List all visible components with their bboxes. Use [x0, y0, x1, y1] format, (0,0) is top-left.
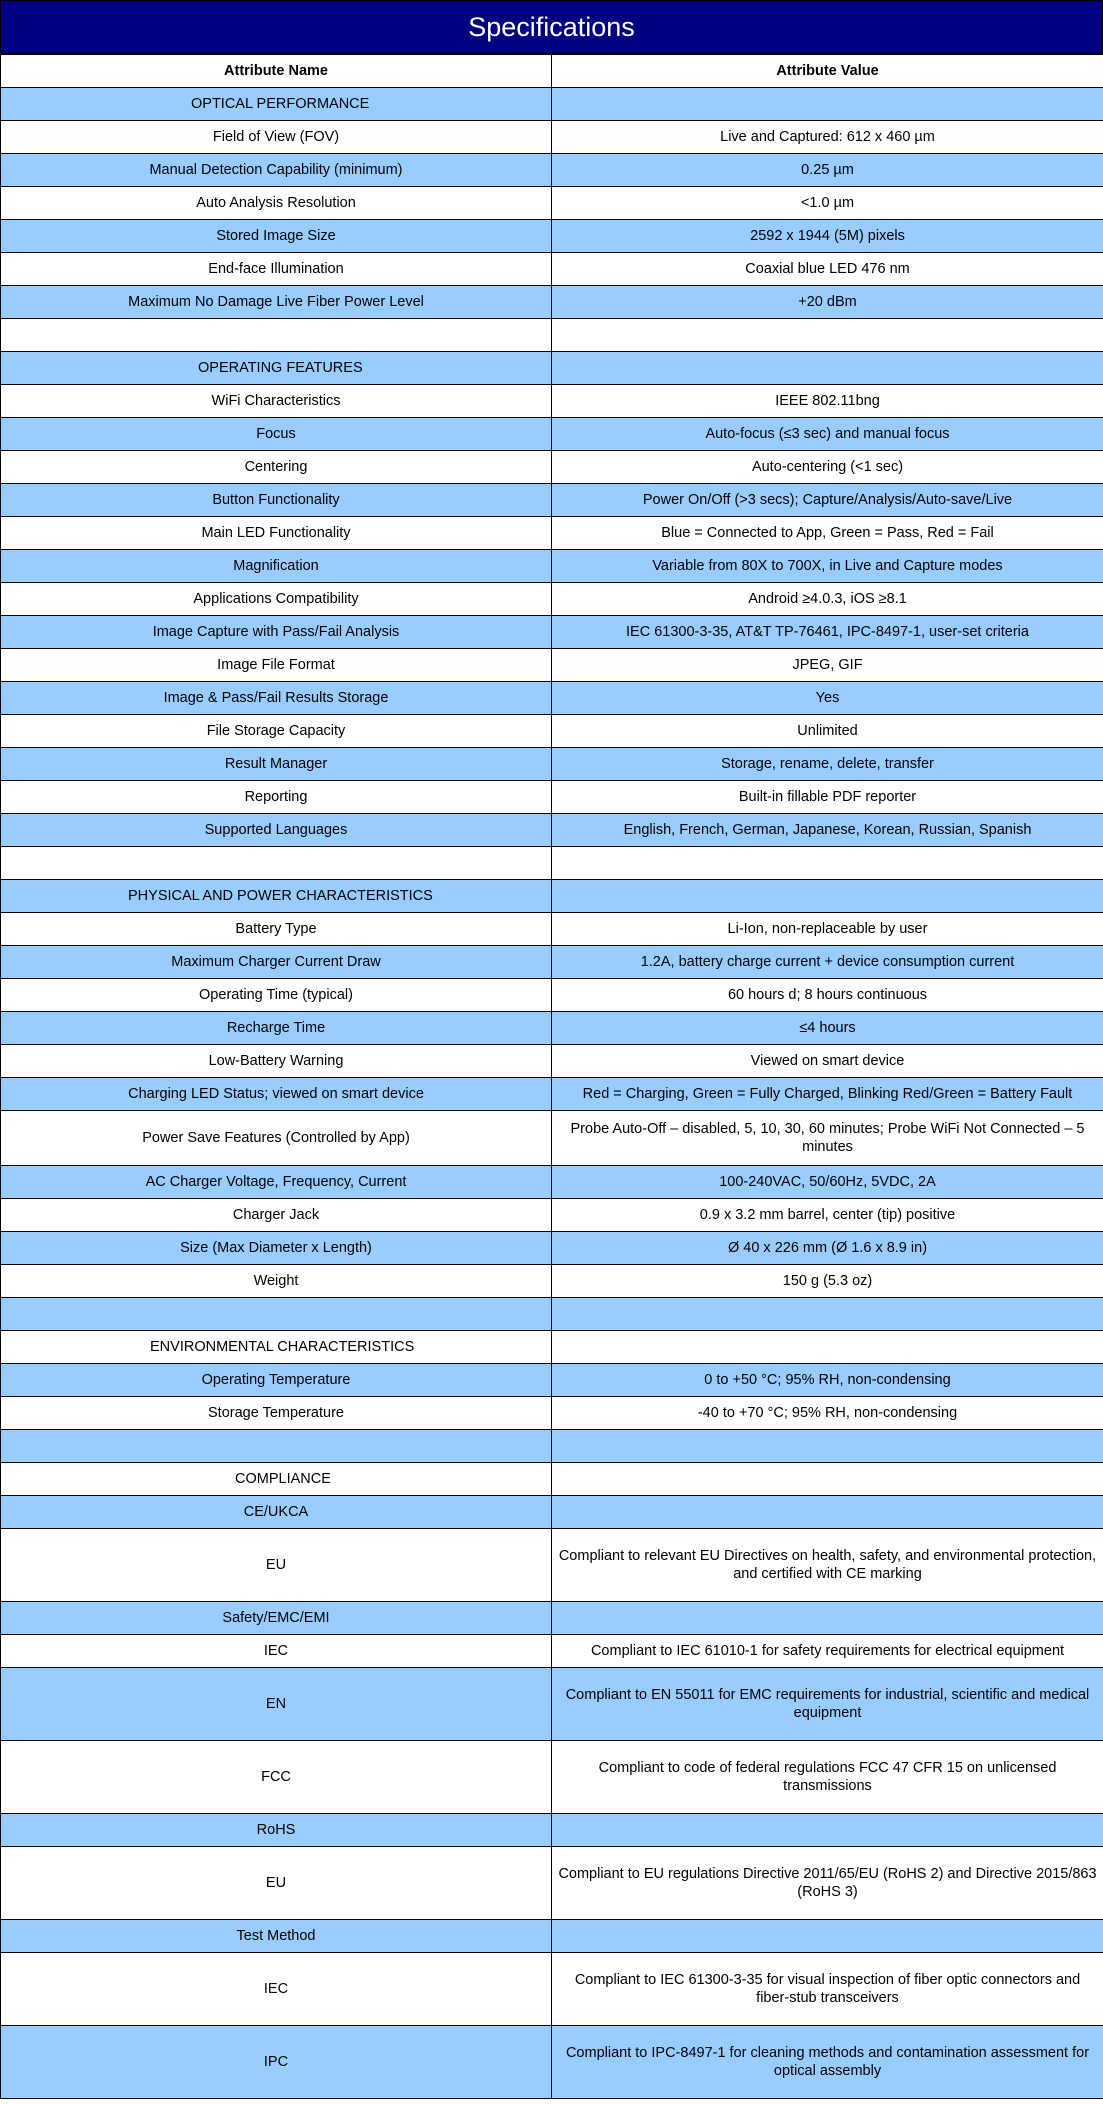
attribute-name-cell: Auto Analysis Resolution [1, 187, 552, 220]
table-row [1, 1668, 1103, 1741]
attribute-value-cell: Compliant to EN 55011 for EMC requirements for industrial, scientific and medical equipment [552, 1668, 1103, 1741]
table-row [1, 583, 1103, 616]
attribute-value-cell: Compliant to relevant EU Directives on health, safety, and environmental protection, and certified with CE marking [552, 1529, 1103, 1602]
table-row [1, 1814, 1103, 1847]
table-row [1, 121, 1103, 154]
attribute-name-cell: Main LED Functionality [1, 517, 552, 550]
attribute-value-cell: Yes [552, 682, 1103, 715]
attribute-name-cell [1, 319, 552, 352]
spacer-row [1, 1298, 1103, 1331]
attribute-name-cell: Weight [1, 1265, 552, 1298]
table-row [1, 946, 1103, 979]
attribute-name-cell: Focus [1, 418, 552, 451]
table-row [1, 1166, 1103, 1199]
table-row [1, 187, 1103, 220]
table-row [1, 715, 1103, 748]
attribute-name-cell: CE/UKCA [1, 1496, 552, 1529]
attribute-name-cell: Low-Battery Warning [1, 1045, 552, 1078]
attribute-value-cell: Compliant to IEC 61010-1 for safety requirements for electrical equipment [552, 1635, 1103, 1668]
attribute-name-cell [1, 847, 552, 880]
attribute-name-cell: Image File Format [1, 649, 552, 682]
attribute-value-cell [552, 1496, 1103, 1529]
section-header-row [1, 88, 1103, 121]
attribute-value-cell [552, 88, 1103, 121]
attribute-name-cell: Magnification [1, 550, 552, 583]
attribute-name-cell: IEC [1, 1635, 552, 1668]
attribute-value-cell: Live and Captured: 612 x 460 µm [552, 121, 1103, 154]
section-header-row [1, 1331, 1103, 1364]
table-row [1, 484, 1103, 517]
attribute-value-cell [552, 1331, 1103, 1364]
attribute-value-cell: 100-240VAC, 50/60Hz, 5VDC, 2A [552, 1166, 1103, 1199]
spacer-row [1, 319, 1103, 352]
attribute-value-cell: Variable from 80X to 700X, in Live and Capture modes [552, 550, 1103, 583]
attribute-value-cell: Red = Charging, Green = Fully Charged, Blinking Red/Green = Battery Fault [552, 1078, 1103, 1111]
attribute-name-cell: Stored Image Size [1, 220, 552, 253]
attribute-value-cell: 1.2A, battery charge current + device consumption current [552, 946, 1103, 979]
attribute-value-cell: 0.25 µm [552, 154, 1103, 187]
attribute-name-cell: Maximum Charger Current Draw [1, 946, 552, 979]
attribute-name-cell: Result Manager [1, 748, 552, 781]
attribute-name-cell: Power Save Features (Controlled by App) [1, 1111, 552, 1166]
section-header-row [1, 880, 1103, 913]
attribute-value-cell: 0.9 x 3.2 mm barrel, center (tip) positive [552, 1199, 1103, 1232]
attribute-name-cell: Operating Temperature [1, 1364, 552, 1397]
section-title-text: ENVIRONMENTAL CHARACTERISTICS [150, 1339, 415, 1355]
section-title-text: OPERATING FEATURES [198, 360, 363, 376]
section-title-text: PHYSICAL AND POWER CHARACTERISTICS [128, 888, 433, 904]
attribute-name-cell [1, 1430, 552, 1463]
table-row [1, 286, 1103, 319]
attribute-name-cell: Safety/EMC/EMI [1, 1602, 552, 1635]
table-row [1, 616, 1103, 649]
attribute-value-cell: Coaxial blue LED 476 nm [552, 253, 1103, 286]
table-row [1, 1364, 1103, 1397]
attribute-value-cell [552, 319, 1103, 352]
attribute-value-cell: +20 dBm [552, 286, 1103, 319]
table-row [1, 682, 1103, 715]
attribute-name-cell: Size (Max Diameter x Length) [1, 1232, 552, 1265]
table-row [1, 1496, 1103, 1529]
attribute-name-cell: EN [1, 1668, 552, 1741]
attribute-value-cell: -40 to +70 °C; 95% RH, non-condensing [552, 1397, 1103, 1430]
table-row [1, 154, 1103, 187]
attribute-name-cell: WiFi Characteristics [1, 385, 552, 418]
table-row [1, 1045, 1103, 1078]
attribute-name-cell: Image Capture with Pass/Fail Analysis [1, 616, 552, 649]
attribute-value-cell: Compliant to IPC-8497-1 for cleaning methods and contamination assessment for optical assembly [552, 2026, 1103, 2099]
attribute-value-cell [552, 1920, 1103, 1953]
attribute-name-cell: IEC [1, 1953, 552, 2026]
table-row [1, 253, 1103, 286]
table-row [1, 220, 1103, 253]
table-row [1, 1397, 1103, 1430]
table-row [1, 451, 1103, 484]
attribute-value-cell: Unlimited [552, 715, 1103, 748]
attribute-value-cell: English, French, German, Japanese, Korean, Russian, Spanish [552, 814, 1103, 847]
attribute-value-cell: Li-Ion, non-replaceable by user [552, 913, 1103, 946]
attribute-value-cell: IEC 61300-3-35, AT&T TP-76461, IPC-8497-1, user-set criteria [552, 616, 1103, 649]
attribute-value-cell: Power On/Off (>3 secs); Capture/Analysis/Auto-save/Live [552, 484, 1103, 517]
attribute-value-cell [552, 880, 1103, 913]
attribute-value-cell: 0 to +50 °C; 95% RH, non-condensing [552, 1364, 1103, 1397]
attribute-name-cell: AC Charger Voltage, Frequency, Current [1, 1166, 552, 1199]
attribute-name-cell [1, 1298, 552, 1331]
attribute-name-cell: End-face Illumination [1, 253, 552, 286]
attribute-name-cell: EU [1, 1847, 552, 1920]
spec-table-body [1, 55, 1103, 2099]
attribute-value-cell: Viewed on smart device [552, 1045, 1103, 1078]
section-title [1, 1331, 552, 1364]
attribute-value-cell: JPEG, GIF [552, 649, 1103, 682]
section-title-text: OPTICAL PERFORMANCE [191, 96, 370, 112]
table-row [1, 2026, 1103, 2099]
header-attribute-value: Attribute Value [552, 55, 1103, 88]
section-header-row [1, 352, 1103, 385]
attribute-name-cell: EU [1, 1529, 552, 1602]
attribute-name-cell: Charger Jack [1, 1199, 552, 1232]
attribute-value-cell: Auto-focus (≤3 sec) and manual focus [552, 418, 1103, 451]
section-title [1, 880, 552, 913]
table-row [1, 517, 1103, 550]
table-row [1, 1265, 1103, 1298]
attribute-name-cell: Image & Pass/Fail Results Storage [1, 682, 552, 715]
attribute-value-cell: IEEE 802.11bng [552, 385, 1103, 418]
attribute-name-cell: RoHS [1, 1814, 552, 1847]
page-title: Specifications [0, 0, 1103, 54]
table-row [1, 1635, 1103, 1668]
attribute-value-cell: 60 hours d; 8 hours continuous [552, 979, 1103, 1012]
section-header-row [1, 1463, 1103, 1496]
table-row [1, 1232, 1103, 1265]
table-row [1, 1847, 1103, 1920]
attribute-name-cell: Battery Type [1, 913, 552, 946]
attribute-value-cell: Android ≥4.0.3, iOS ≥8.1 [552, 583, 1103, 616]
attribute-name-cell: Field of View (FOV) [1, 121, 552, 154]
attribute-name-cell: Applications Compatibility [1, 583, 552, 616]
attribute-value-cell: Blue = Connected to App, Green = Pass, Red = Fail [552, 517, 1103, 550]
table-row [1, 1953, 1103, 2026]
attribute-name-cell: Operating Time (typical) [1, 979, 552, 1012]
table-row [1, 748, 1103, 781]
table-row [1, 418, 1103, 451]
attribute-value-cell: Compliant to EU regulations Directive 2011/65/EU (RoHS 2) and Directive 2015/863 (RoHS 3) [552, 1847, 1103, 1920]
attribute-name-cell: FCC [1, 1741, 552, 1814]
table-row [1, 649, 1103, 682]
table-row [1, 913, 1103, 946]
attribute-value-cell [552, 1298, 1103, 1331]
section-title [1, 88, 552, 121]
attribute-value-cell: Ø 40 x 226 mm (Ø 1.6 x 8.9 in) [552, 1232, 1103, 1265]
attribute-value-cell: ≤4 hours [552, 1012, 1103, 1045]
section-title [1, 1463, 552, 1496]
attribute-name-cell: Manual Detection Capability (minimum) [1, 154, 552, 187]
table-row [1, 781, 1103, 814]
attribute-value-cell: <1.0 µm [552, 187, 1103, 220]
table-row [1, 1741, 1103, 1814]
attribute-value-cell [552, 847, 1103, 880]
table-row [1, 1529, 1103, 1602]
attribute-value-cell [552, 352, 1103, 385]
attribute-name-cell: Storage Temperature [1, 1397, 552, 1430]
table-row [1, 550, 1103, 583]
table-row [1, 1920, 1103, 1953]
attribute-value-cell [552, 1602, 1103, 1635]
attribute-name-cell: Button Functionality [1, 484, 552, 517]
section-title-text: COMPLIANCE [235, 1471, 331, 1487]
attribute-value-cell: 2592 x 1944 (5M) pixels [552, 220, 1103, 253]
table-row [1, 1111, 1103, 1166]
attribute-name-cell: File Storage Capacity [1, 715, 552, 748]
attribute-value-cell: Auto-centering (<1 sec) [552, 451, 1103, 484]
table-row [1, 814, 1103, 847]
table-row [1, 385, 1103, 418]
spacer-row [1, 1430, 1103, 1463]
attribute-value-cell: Storage, rename, delete, transfer [552, 748, 1103, 781]
table-header-row [1, 55, 1103, 88]
attribute-value-cell [552, 1430, 1103, 1463]
attribute-name-cell: Charging LED Status; viewed on smart device [1, 1078, 552, 1111]
table-row [1, 979, 1103, 1012]
attribute-name-cell: Reporting [1, 781, 552, 814]
attribute-value-cell: Probe Auto-Off – disabled, 5, 10, 30, 60 minutes; Probe WiFi Not Connected – 5 minutes [552, 1111, 1103, 1166]
attribute-name-cell: Recharge Time [1, 1012, 552, 1045]
header-attribute-name: Attribute Name [1, 55, 552, 88]
attribute-name-cell: Centering [1, 451, 552, 484]
attribute-value-cell: Compliant to IEC 61300-3-35 for visual inspection of fiber optic connectors and fiber-stub transceivers [552, 1953, 1103, 2026]
attribute-name-cell: Maximum No Damage Live Fiber Power Level [1, 286, 552, 319]
table-row [1, 1078, 1103, 1111]
section-title [1, 352, 552, 385]
attribute-value-cell [552, 1814, 1103, 1847]
attribute-value-cell: Compliant to code of federal regulations FCC 47 CFR 15 on unlicensed transmissions [552, 1741, 1103, 1814]
spec-table [0, 54, 1103, 2099]
attribute-value-cell: 150 g (5.3 oz) [552, 1265, 1103, 1298]
table-row [1, 1199, 1103, 1232]
attribute-name-cell: Supported Languages [1, 814, 552, 847]
attribute-value-cell: Built-in fillable PDF reporter [552, 781, 1103, 814]
spacer-row [1, 847, 1103, 880]
table-row [1, 1602, 1103, 1635]
attribute-name-cell: Test Method [1, 1920, 552, 1953]
table-row [1, 1012, 1103, 1045]
attribute-value-cell [552, 1463, 1103, 1496]
attribute-name-cell: IPC [1, 2026, 552, 2099]
